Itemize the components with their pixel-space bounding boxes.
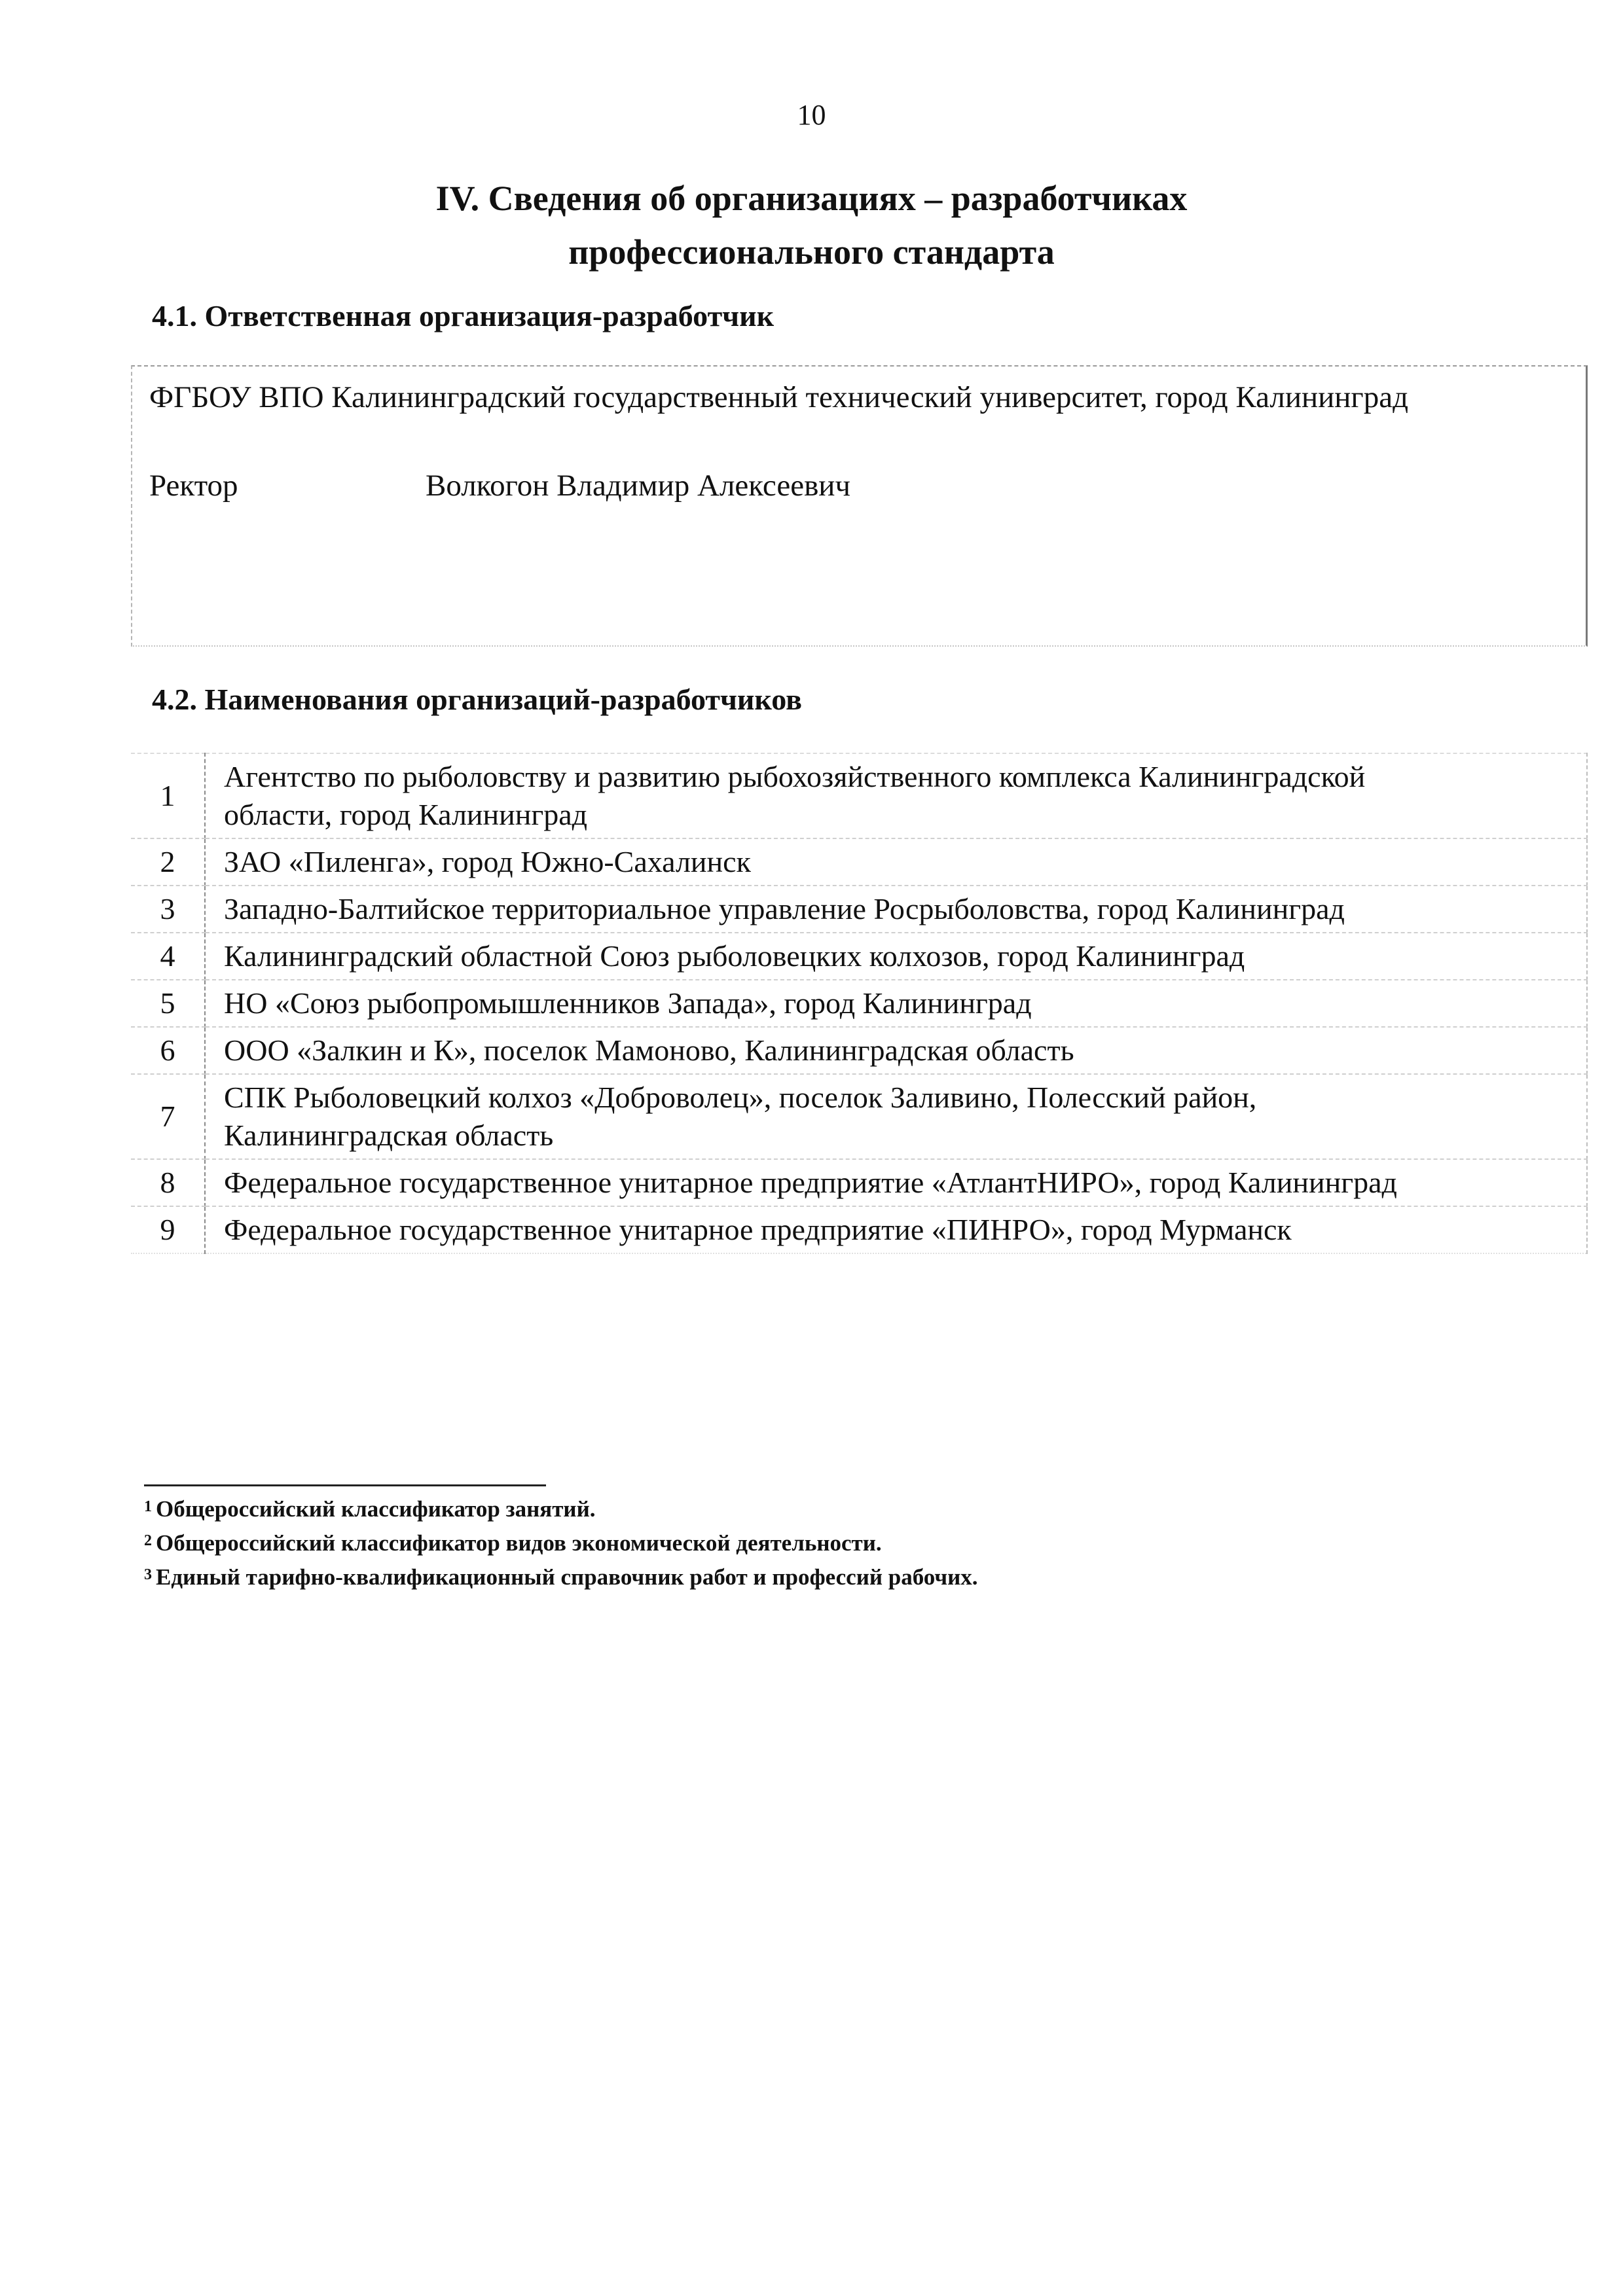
footnote-mark: 1: [144, 1498, 152, 1515]
table-row: [131, 933, 1587, 980]
row-number: 5: [131, 980, 205, 1027]
organization-line-1: НО «Союз рыбопромышленников Запада», город Калининград: [224, 986, 1032, 1020]
footnote-2: [144, 1526, 978, 1560]
organization-line-1: Западно-Балтийское территориальное управление Росрыболовства, город Калининград: [224, 892, 1345, 925]
row-number: 3: [131, 886, 205, 933]
heading-developer-organizations: 4.2. Наименования организаций-разработчиков: [152, 683, 802, 716]
row-number: 6: [131, 1027, 205, 1074]
signatory-name: Волкогон Владимир Алексеевич: [426, 469, 851, 503]
footnote-text: Общероссийский классификатор видов экономической деятельности.: [156, 1530, 882, 1556]
footnote-mark: 2: [144, 1532, 152, 1549]
section-title: [0, 171, 1623, 279]
organization-cell: [205, 933, 1587, 980]
organization-line-1: ООО «Залкин и К», поселок Мамоново, Калининградская область: [224, 1033, 1074, 1067]
organization-line-2: Калининградская область: [224, 1119, 554, 1152]
organization-line-1: СПК Рыболовецкий колхоз «Доброволец», поселок Заливино, Полесский район,: [224, 1081, 1257, 1114]
footnote-mark: 3: [144, 1566, 152, 1583]
row-number: 1: [131, 753, 205, 838]
organization-line-1: ЗАО «Пиленга», город Южно-Сахалинск: [224, 845, 751, 878]
table-row: [131, 753, 1587, 838]
footnote-3: [144, 1560, 978, 1594]
table-row: [131, 1074, 1587, 1159]
organization-line-1: Калининградский областной Союз рыболовецких колхозов, город Калининград: [224, 939, 1245, 973]
row-number: 4: [131, 933, 205, 980]
organization-cell: [205, 1074, 1587, 1159]
footnote-1: [144, 1492, 978, 1526]
organization-cell: [205, 1159, 1587, 1206]
row-number: 7: [131, 1074, 205, 1159]
row-number: 9: [131, 1206, 205, 1253]
developer-organizations-table: [131, 753, 1588, 1254]
organization-cell: [205, 753, 1587, 838]
table-row: [131, 1206, 1587, 1253]
organization-line-1: Агентство по рыболовству и развитию рыбохозяйственного комплекса Калининградской: [224, 760, 1366, 793]
table-row: [131, 980, 1587, 1027]
footnotes: [144, 1492, 978, 1594]
heading-responsible-organization: 4.1. Ответственная организация-разработчик: [152, 299, 775, 332]
organization-line-1: Федеральное государственное унитарное предприятие «АтлантНИРО», город Калининград: [224, 1166, 1397, 1199]
table-row: [131, 886, 1587, 933]
table-row: [131, 838, 1587, 886]
section-title-line-2: профессионального стандарта: [568, 232, 1055, 272]
section-title-line-1: IV. Сведения об организациях – разработчиках: [435, 179, 1188, 218]
page-number: 10: [797, 99, 826, 131]
signatory-role: Ректор: [149, 469, 238, 503]
organization-cell: [205, 1206, 1587, 1253]
organization-cell: [205, 1027, 1587, 1074]
row-number: 8: [131, 1159, 205, 1206]
organization-line-2: области, город Калининград: [224, 798, 588, 831]
organization-cell: [205, 886, 1587, 933]
table-row: [131, 1027, 1587, 1074]
row-number: 2: [131, 838, 205, 886]
responsible-organization-box: [131, 365, 1588, 647]
footnote-text: Единый тарифно-квалификационный справочник работ и профессий рабочих.: [156, 1564, 978, 1590]
organization-line-1: Федеральное государственное унитарное предприятие «ПИНРО», город Мурманск: [224, 1213, 1292, 1246]
organization-cell: [205, 838, 1587, 886]
footnote-text: Общероссийский классификатор занятий.: [156, 1496, 596, 1522]
footnote-separator: [144, 1484, 546, 1486]
table-row: [131, 1159, 1587, 1206]
organization-cell: [205, 980, 1587, 1027]
responsible-organization-name: ФГБОУ ВПО Калининградский государственный технический университет, город Калининград: [149, 380, 1408, 414]
